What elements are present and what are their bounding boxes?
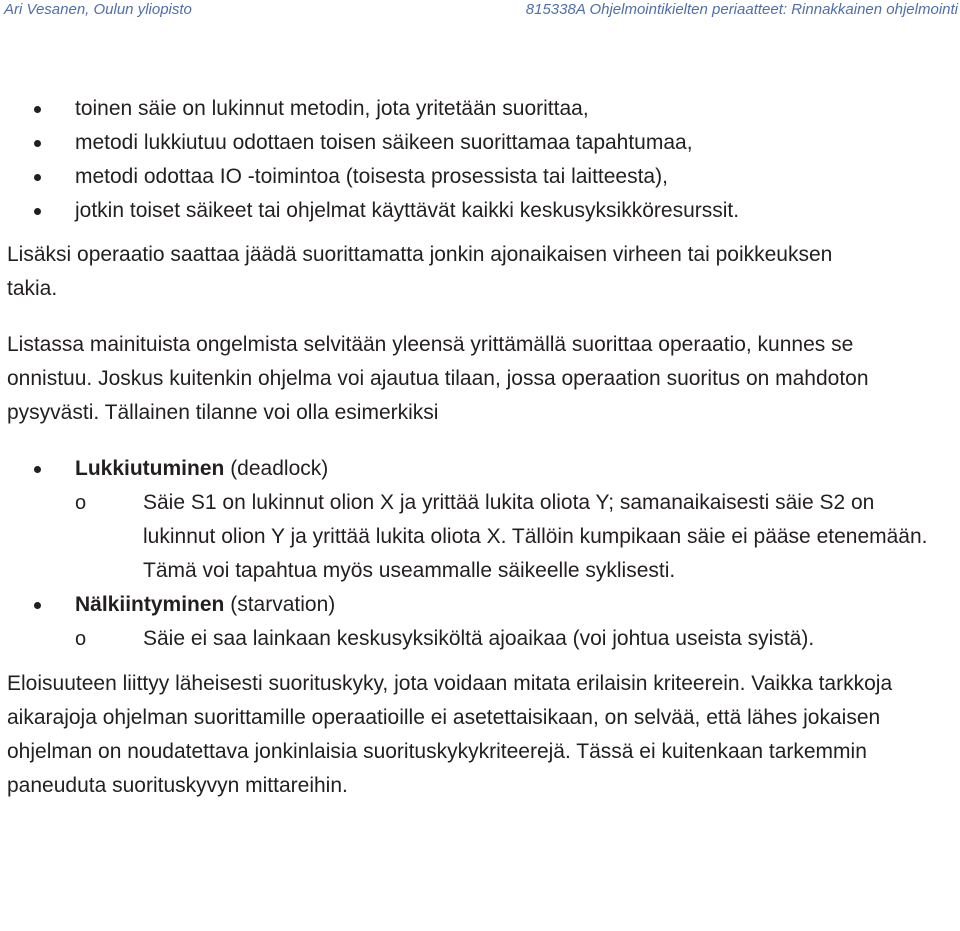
bullet-icon <box>34 208 41 215</box>
term: Lukkiutuminen <box>75 457 225 480</box>
list-item <box>7 588 952 656</box>
list-item <box>7 452 952 588</box>
header-course: 815338A Ohjelmointikielten periaatteet: Rinnakkainen ohjelmointi <box>525 1 958 18</box>
list-item: jotkin toiset säikeet tai ohjelmat käyttävät kaikki keskusyksikköresurssit. <box>7 194 952 228</box>
bullet-icon <box>34 602 41 609</box>
list-item: metodi lukkiutuu odottaen toisen säikeen suorittamaa tapahtumaa, <box>7 126 952 160</box>
bullet-icon <box>34 140 41 147</box>
circle-bullet-icon: o <box>75 492 87 514</box>
paragraph: Listassa mainituista ongelmista selvitään yleensä yrittämällä suorittaa operaatio, kunnes se onnistuu. Joskus kuitenkin ohjelma voi ajautua tilaan, jossa operaation suoritus on mahdoton pysyvästi. Tällainen tilanne voi olla esimerkiksi <box>7 333 869 424</box>
term-english: (deadlock) <box>230 457 329 480</box>
term: Nälkiintyminen <box>75 593 225 616</box>
sub-list-item: o Säie S1 on lukinnut olion X ja yrittää lukita oliota Y; samanaikaisesti säie S2 on lukinnut olion Y ja yrittää lukita oliota X. Tällöin kumpikaan säie ei pääse etenemään. Tämä voi tapahtua myös useammalle säikeelle syklisesti. <box>7 486 952 588</box>
document-body <box>7 92 952 803</box>
sub-list-item: o Säie ei saa lainkaan keskusyksiköltä ajoaikaa (voi johtua useista syistä). <box>7 622 952 656</box>
paragraph: Lisäksi operaatio saattaa jäädä suorittamatta jonkin ajonaikaisen virheen tai poikkeuksen takia. <box>7 243 833 300</box>
sub-list <box>7 622 952 656</box>
sub-list <box>7 486 952 588</box>
bullet-icon <box>34 466 41 473</box>
liveness-problems-list <box>7 452 952 656</box>
circle-bullet-icon: o <box>75 628 87 650</box>
list-item: toinen säie on lukinnut metodin, jota yritetään suorittaa, <box>7 92 952 126</box>
bullet-icon <box>34 106 41 113</box>
term-english: (starvation) <box>230 593 336 616</box>
bullet-icon <box>34 174 41 181</box>
blocking-reasons-list <box>7 92 952 228</box>
list-item: metodi odottaa IO -toimintoa (toisesta prosessista tai laitteesta), <box>7 160 952 194</box>
header-author: Ari Vesanen, Oulun yliopisto <box>4 1 192 18</box>
paragraph: Eloisuuteen liittyy läheisesti suorituskyky, jota voidaan mitata erilaisin kriteerein. Vaikka tarkkoja aikarajoja ohjelman suorittamille operaatioille ei asetettaisikaan, on selvää, että lähes jokaisen ohjelman on noudatettava jonkinlaisia suorituskykykriteerejä. Tässä ei kuitenkaan tarkemmin paneuduta suorituskyvyn mittareihin. <box>7 672 893 797</box>
page-header <box>0 0 960 22</box>
